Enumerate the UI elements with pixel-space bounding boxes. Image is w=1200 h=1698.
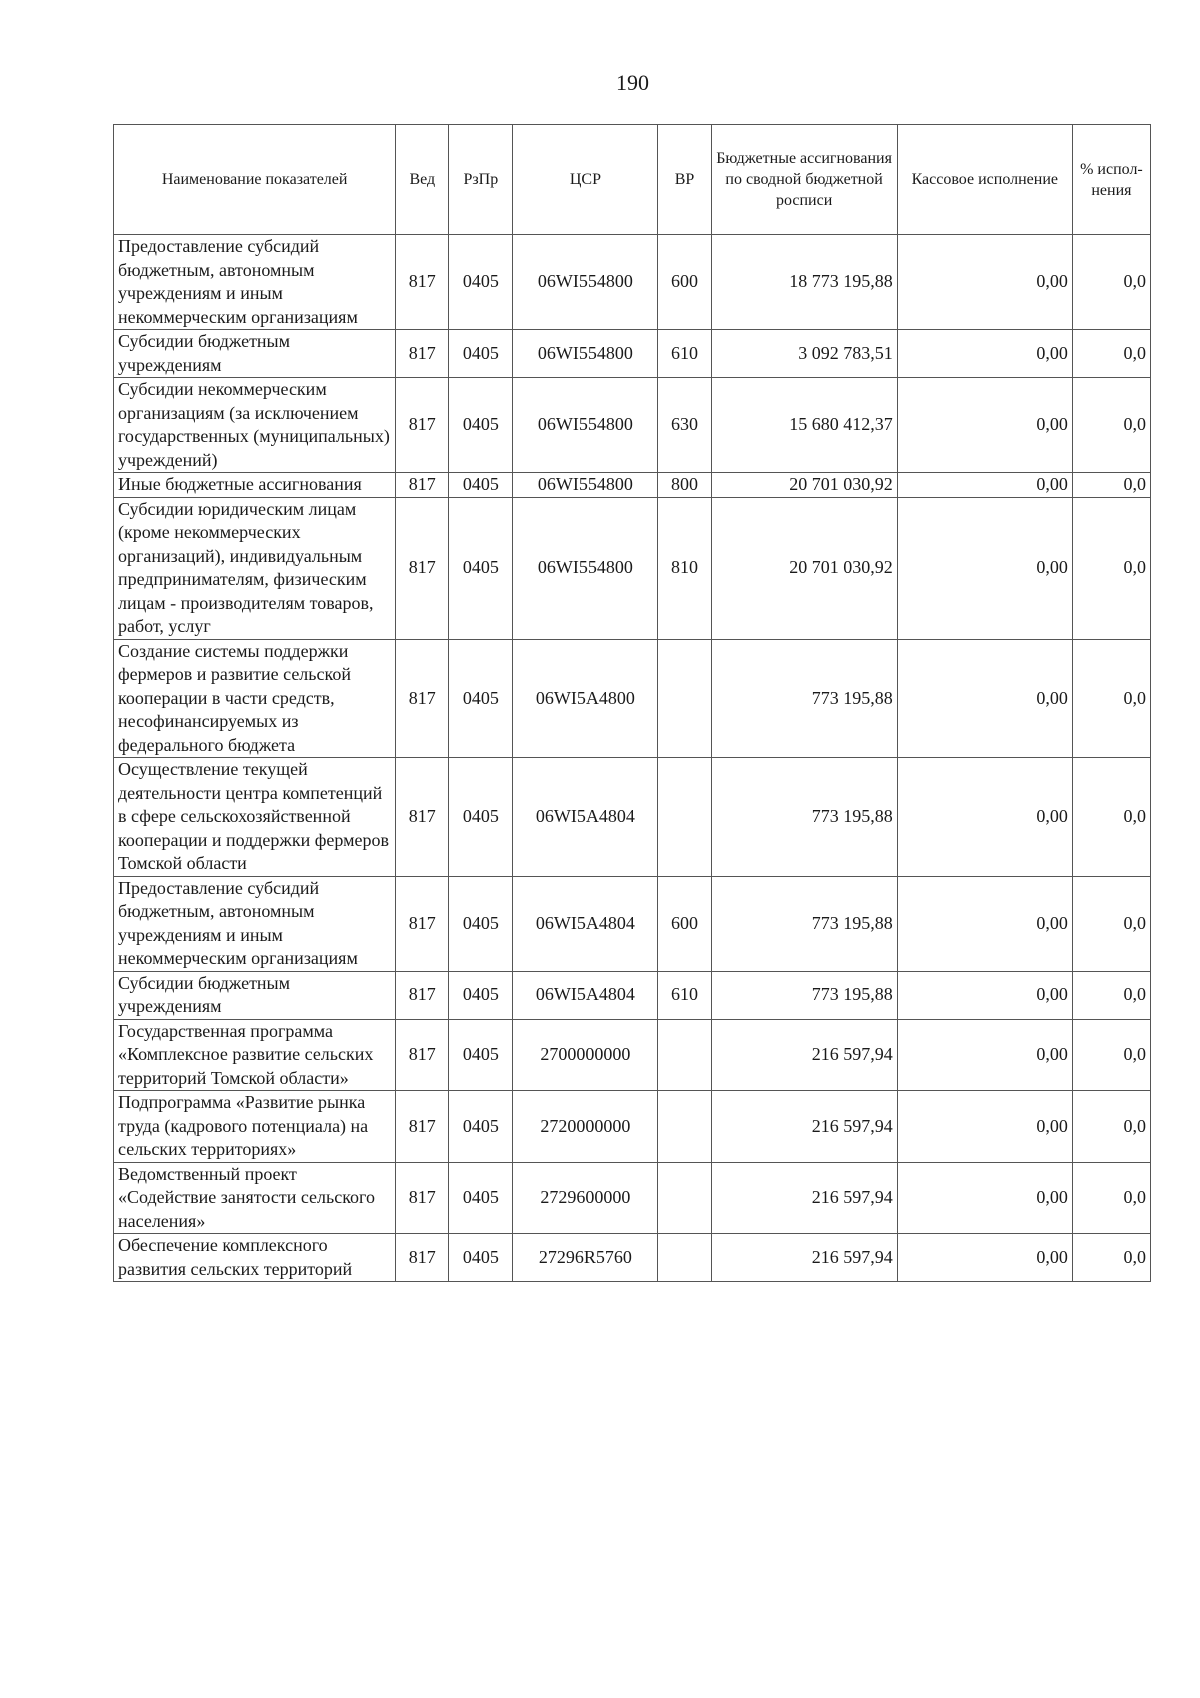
cell-budget: 773 195,88 bbox=[711, 639, 897, 758]
cell-cash: 0,00 bbox=[897, 639, 1072, 758]
table-row bbox=[114, 330, 1151, 378]
cell-rzpr: 0405 bbox=[449, 1091, 513, 1163]
cell-percent: 0,0 bbox=[1072, 473, 1150, 498]
cell-name: Субсидии юридическим лицам (кроме некоммерческих организаций), индивидуальным предпринимателям, физическим лицам - производителям товаров, работ, услуг bbox=[114, 497, 396, 639]
cell-percent: 0,0 bbox=[1072, 971, 1150, 1019]
table-row bbox=[114, 378, 1151, 473]
cell-budget: 216 597,94 bbox=[711, 1091, 897, 1163]
cell-vr bbox=[658, 639, 711, 758]
header-cash: Кассовое исполнение bbox=[897, 125, 1072, 235]
table-row bbox=[114, 1019, 1151, 1091]
cell-csr: 27296R5760 bbox=[513, 1234, 658, 1282]
cell-cash: 0,00 bbox=[897, 497, 1072, 639]
cell-ved: 817 bbox=[396, 1234, 449, 1282]
cell-ved: 817 bbox=[396, 639, 449, 758]
cell-budget: 773 195,88 bbox=[711, 758, 897, 877]
cell-budget: 3 092 783,51 bbox=[711, 330, 897, 378]
cell-vr: 600 bbox=[658, 876, 711, 971]
cell-percent: 0,0 bbox=[1072, 639, 1150, 758]
cell-ved: 817 bbox=[396, 1162, 449, 1234]
cell-name: Иные бюджетные ассигнования bbox=[114, 473, 396, 498]
cell-csr: 2729600000 bbox=[513, 1162, 658, 1234]
cell-cash: 0,00 bbox=[897, 971, 1072, 1019]
table-row bbox=[114, 758, 1151, 877]
cell-rzpr: 0405 bbox=[449, 378, 513, 473]
cell-rzpr: 0405 bbox=[449, 473, 513, 498]
cell-vr bbox=[658, 1162, 711, 1234]
cell-vr bbox=[658, 1019, 711, 1091]
cell-budget: 20 701 030,92 bbox=[711, 497, 897, 639]
cell-name: Обеспечение комплексного развития сельских территорий bbox=[114, 1234, 396, 1282]
cell-budget: 20 701 030,92 bbox=[711, 473, 897, 498]
cell-rzpr: 0405 bbox=[449, 876, 513, 971]
cell-csr: 06WI5A4800 bbox=[513, 639, 658, 758]
cell-name: Предоставление субсидий бюджетным, автономным учреждениям и иным некоммерческим организациям bbox=[114, 876, 396, 971]
cell-csr: 2700000000 bbox=[513, 1019, 658, 1091]
cell-ved: 817 bbox=[396, 378, 449, 473]
table-row bbox=[114, 1162, 1151, 1234]
table-row bbox=[114, 497, 1151, 639]
cell-csr: 06WI554800 bbox=[513, 235, 658, 330]
cell-percent: 0,0 bbox=[1072, 758, 1150, 877]
cell-vr: 800 bbox=[658, 473, 711, 498]
cell-csr: 2720000000 bbox=[513, 1091, 658, 1163]
cell-rzpr: 0405 bbox=[449, 758, 513, 877]
header-budget: Бюджетные ассигнования по сводной бюджетной росписи bbox=[711, 125, 897, 235]
table-row bbox=[114, 473, 1151, 498]
cell-csr: 06WI554800 bbox=[513, 473, 658, 498]
header-rzpr: РзПр bbox=[449, 125, 513, 235]
cell-name: Субсидии некоммерческим организациям (за исключением государственных (муниципальных) учреждений) bbox=[114, 378, 396, 473]
table-row bbox=[114, 235, 1151, 330]
cell-budget: 216 597,94 bbox=[711, 1162, 897, 1234]
cell-name: Подпрограмма «Развитие рынка труда (кадрового потенциала) на сельских территориях» bbox=[114, 1091, 396, 1163]
cell-ved: 817 bbox=[396, 473, 449, 498]
cell-rzpr: 0405 bbox=[449, 1019, 513, 1091]
cell-percent: 0,0 bbox=[1072, 235, 1150, 330]
cell-csr: 06WI5A4804 bbox=[513, 971, 658, 1019]
cell-percent: 0,0 bbox=[1072, 330, 1150, 378]
cell-percent: 0,0 bbox=[1072, 497, 1150, 639]
cell-rzpr: 0405 bbox=[449, 1162, 513, 1234]
cell-ved: 817 bbox=[396, 330, 449, 378]
header-ved: Вед bbox=[396, 125, 449, 235]
cell-rzpr: 0405 bbox=[449, 1234, 513, 1282]
cell-csr: 06WI5A4804 bbox=[513, 876, 658, 971]
cell-budget: 216 597,94 bbox=[711, 1234, 897, 1282]
cell-cash: 0,00 bbox=[897, 876, 1072, 971]
cell-ved: 817 bbox=[396, 758, 449, 877]
cell-ved: 817 bbox=[396, 1019, 449, 1091]
cell-name: Осуществление текущей деятельности центра компетенций в сфере сельскохозяйственной кооперации и поддержки фермеров Томской области bbox=[114, 758, 396, 877]
cell-rzpr: 0405 bbox=[449, 235, 513, 330]
cell-name: Предоставление субсидий бюджетным, автономным учреждениям и иным некоммерческим организациям bbox=[114, 235, 396, 330]
cell-percent: 0,0 bbox=[1072, 1162, 1150, 1234]
cell-ved: 817 bbox=[396, 497, 449, 639]
cell-name: Субсидии бюджетным учреждениям bbox=[114, 330, 396, 378]
cell-budget: 773 195,88 bbox=[711, 876, 897, 971]
cell-percent: 0,0 bbox=[1072, 876, 1150, 971]
cell-cash: 0,00 bbox=[897, 378, 1072, 473]
cell-vr bbox=[658, 1234, 711, 1282]
table-row bbox=[114, 1234, 1151, 1282]
cell-csr: 06WI5A4804 bbox=[513, 758, 658, 877]
cell-ved: 817 bbox=[396, 971, 449, 1019]
cell-vr: 610 bbox=[658, 971, 711, 1019]
cell-ved: 817 bbox=[396, 235, 449, 330]
cell-cash: 0,00 bbox=[897, 330, 1072, 378]
cell-ved: 817 bbox=[396, 876, 449, 971]
header-vr: ВР bbox=[658, 125, 711, 235]
cell-name: Создание системы поддержки фермеров и развитие сельской кооперации в части средств, несофинансируемых из федерального бюджета bbox=[114, 639, 396, 758]
table-row bbox=[114, 1091, 1151, 1163]
cell-cash: 0,00 bbox=[897, 1234, 1072, 1282]
cell-budget: 216 597,94 bbox=[711, 1019, 897, 1091]
cell-vr bbox=[658, 758, 711, 877]
table-body bbox=[114, 235, 1151, 1282]
cell-rzpr: 0405 bbox=[449, 639, 513, 758]
table-row bbox=[114, 971, 1151, 1019]
cell-percent: 0,0 bbox=[1072, 378, 1150, 473]
cell-name: Ведомственный проект «Содействие занятости сельского населения» bbox=[114, 1162, 396, 1234]
cell-ved: 817 bbox=[396, 1091, 449, 1163]
cell-vr: 630 bbox=[658, 378, 711, 473]
cell-cash: 0,00 bbox=[897, 1091, 1072, 1163]
cell-budget: 773 195,88 bbox=[711, 971, 897, 1019]
cell-budget: 18 773 195,88 bbox=[711, 235, 897, 330]
cell-name: Субсидии бюджетным учреждениям bbox=[114, 971, 396, 1019]
table-row bbox=[114, 876, 1151, 971]
cell-vr: 810 bbox=[658, 497, 711, 639]
budget-table bbox=[113, 124, 1151, 1282]
header-csr: ЦСР bbox=[513, 125, 658, 235]
header-percent: % испол-нения bbox=[1072, 125, 1150, 235]
cell-budget: 15 680 412,37 bbox=[711, 378, 897, 473]
cell-csr: 06WI554800 bbox=[513, 378, 658, 473]
cell-vr: 600 bbox=[658, 235, 711, 330]
cell-csr: 06WI554800 bbox=[513, 497, 658, 639]
cell-percent: 0,0 bbox=[1072, 1091, 1150, 1163]
cell-rzpr: 0405 bbox=[449, 971, 513, 1019]
cell-rzpr: 0405 bbox=[449, 330, 513, 378]
cell-cash: 0,00 bbox=[897, 235, 1072, 330]
header-name: Наименование показателей bbox=[114, 125, 396, 235]
cell-rzpr: 0405 bbox=[449, 497, 513, 639]
cell-cash: 0,00 bbox=[897, 1162, 1072, 1234]
table-row bbox=[114, 639, 1151, 758]
cell-cash: 0,00 bbox=[897, 1019, 1072, 1091]
cell-cash: 0,00 bbox=[897, 473, 1072, 498]
table-header-row bbox=[114, 125, 1151, 235]
cell-name: Государственная программа «Комплексное развитие сельских территорий Томской области» bbox=[114, 1019, 396, 1091]
page-number: 190 bbox=[616, 70, 649, 95]
cell-percent: 0,0 bbox=[1072, 1234, 1150, 1282]
cell-vr: 610 bbox=[658, 330, 711, 378]
cell-cash: 0,00 bbox=[897, 758, 1072, 877]
cell-vr bbox=[658, 1091, 711, 1163]
cell-percent: 0,0 bbox=[1072, 1019, 1150, 1091]
cell-csr: 06WI554800 bbox=[513, 330, 658, 378]
